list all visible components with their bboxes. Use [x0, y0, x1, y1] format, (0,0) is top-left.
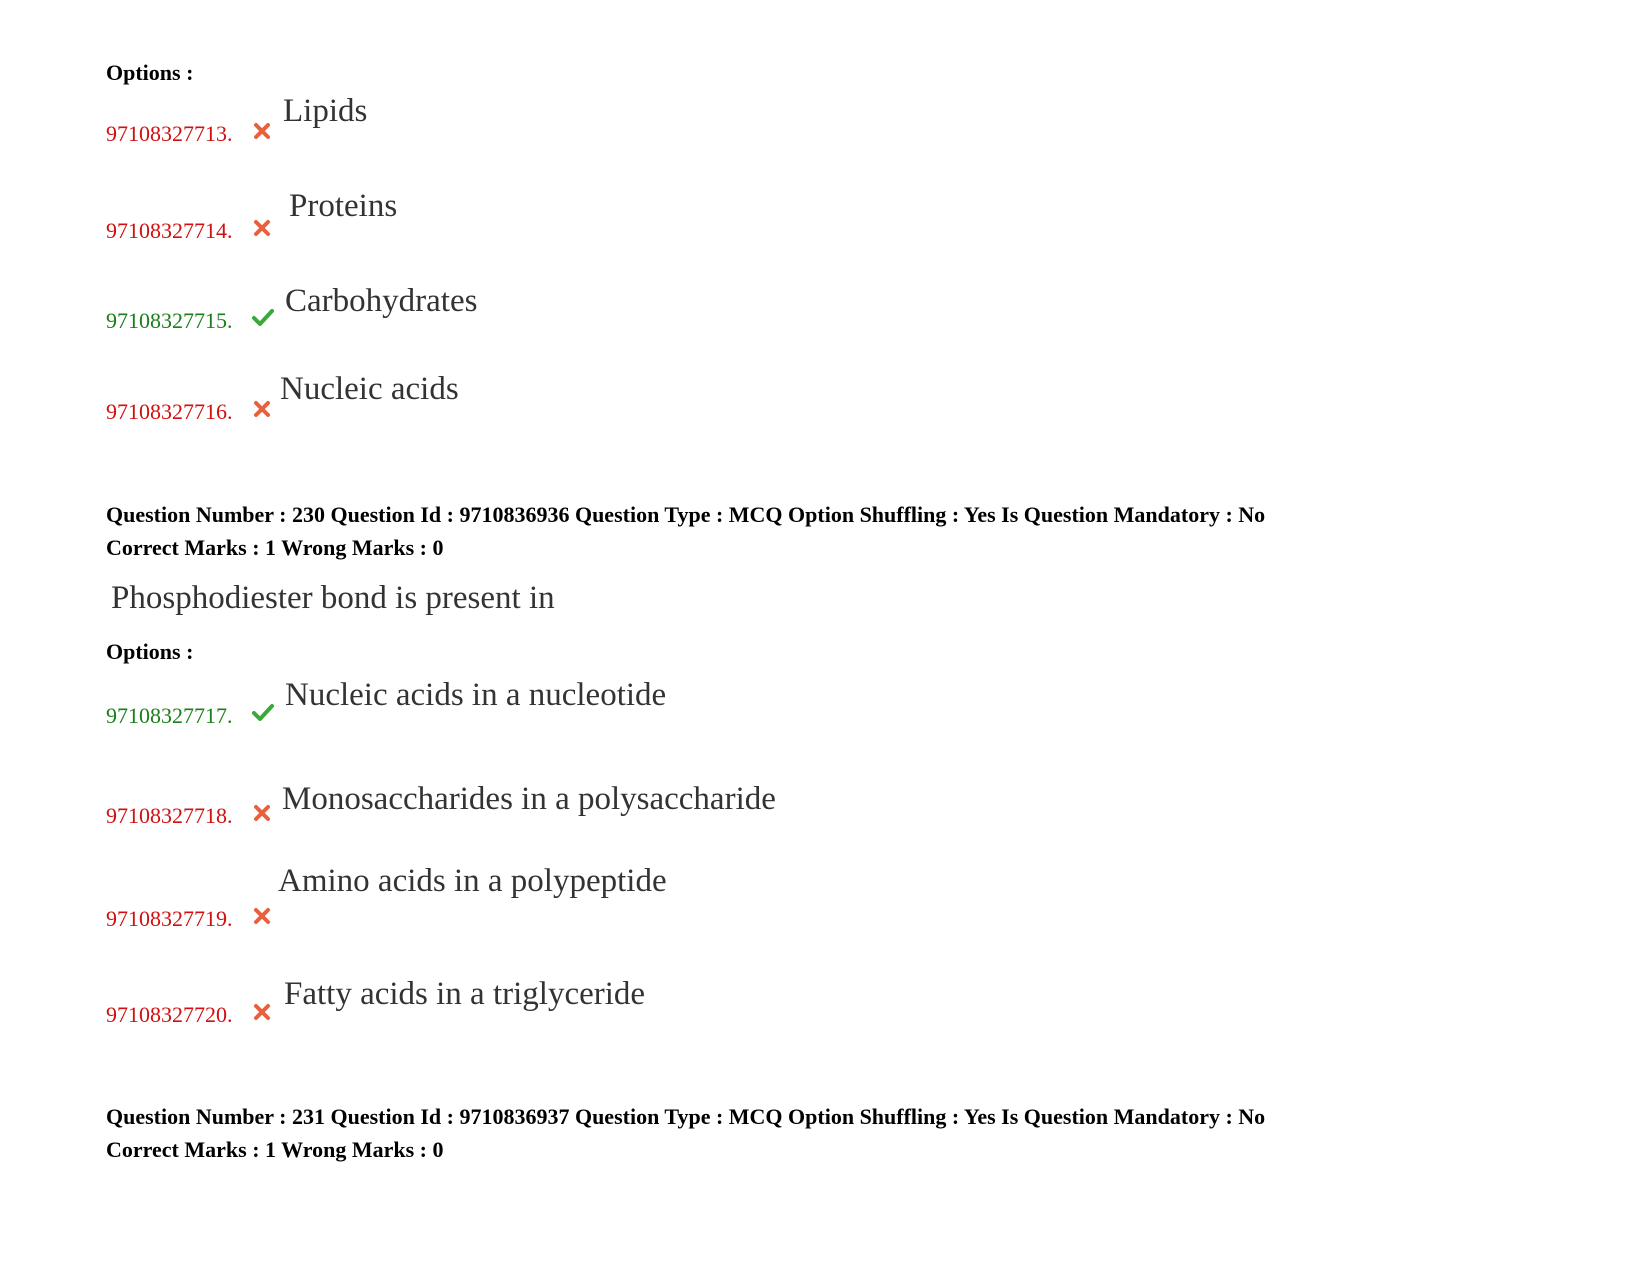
option-id: 97108327715.	[106, 308, 233, 333]
question-marks: Correct Marks : 1 Wrong Marks : 0	[106, 1137, 444, 1162]
option-text: Fatty acids in a triglyceride	[284, 976, 646, 1012]
question-text: Phosphodiester bond is present in	[111, 580, 555, 616]
question-marks: Correct Marks : 1 Wrong Marks : 0	[106, 535, 444, 560]
cross-icon	[251, 120, 273, 142]
cross-icon	[251, 802, 273, 824]
option-text: Carbohydrates	[285, 283, 478, 319]
option-id: 97108327716.	[106, 399, 233, 424]
option-id: 97108327717.	[106, 703, 233, 728]
cross-icon	[251, 1001, 273, 1023]
option-id: 97108327719.	[106, 906, 233, 931]
option-text: Amino acids in a polypeptide	[278, 863, 667, 899]
option-text: Nucleic acids	[280, 371, 459, 407]
question-meta: Question Number : 230 Question Id : 9710836936 Question Type : MCQ Option Shuffling : Yes Is Question Mandatory : No	[106, 502, 1266, 527]
option-id: 97108327713.	[106, 121, 233, 146]
cross-icon	[251, 905, 273, 927]
cross-icon	[251, 398, 273, 420]
option-id: 97108327714.	[106, 218, 233, 243]
question-meta: Question Number : 231 Question Id : 9710836937 Question Type : MCQ Option Shuffling : Yes Is Question Mandatory : No	[106, 1104, 1266, 1129]
options-label: Options :	[106, 639, 194, 664]
option-text: Lipids	[283, 93, 368, 129]
check-icon	[251, 701, 275, 723]
option-text: Proteins	[289, 188, 398, 224]
cross-icon	[251, 217, 273, 239]
option-text: Monosaccharides in a polysaccharide	[282, 781, 776, 817]
option-id: 97108327720.	[106, 1002, 233, 1027]
options-label: Options :	[106, 60, 194, 85]
check-icon	[251, 306, 275, 328]
option-id: 97108327718.	[106, 803, 233, 828]
option-text: Nucleic acids in a nucleotide	[285, 677, 667, 713]
